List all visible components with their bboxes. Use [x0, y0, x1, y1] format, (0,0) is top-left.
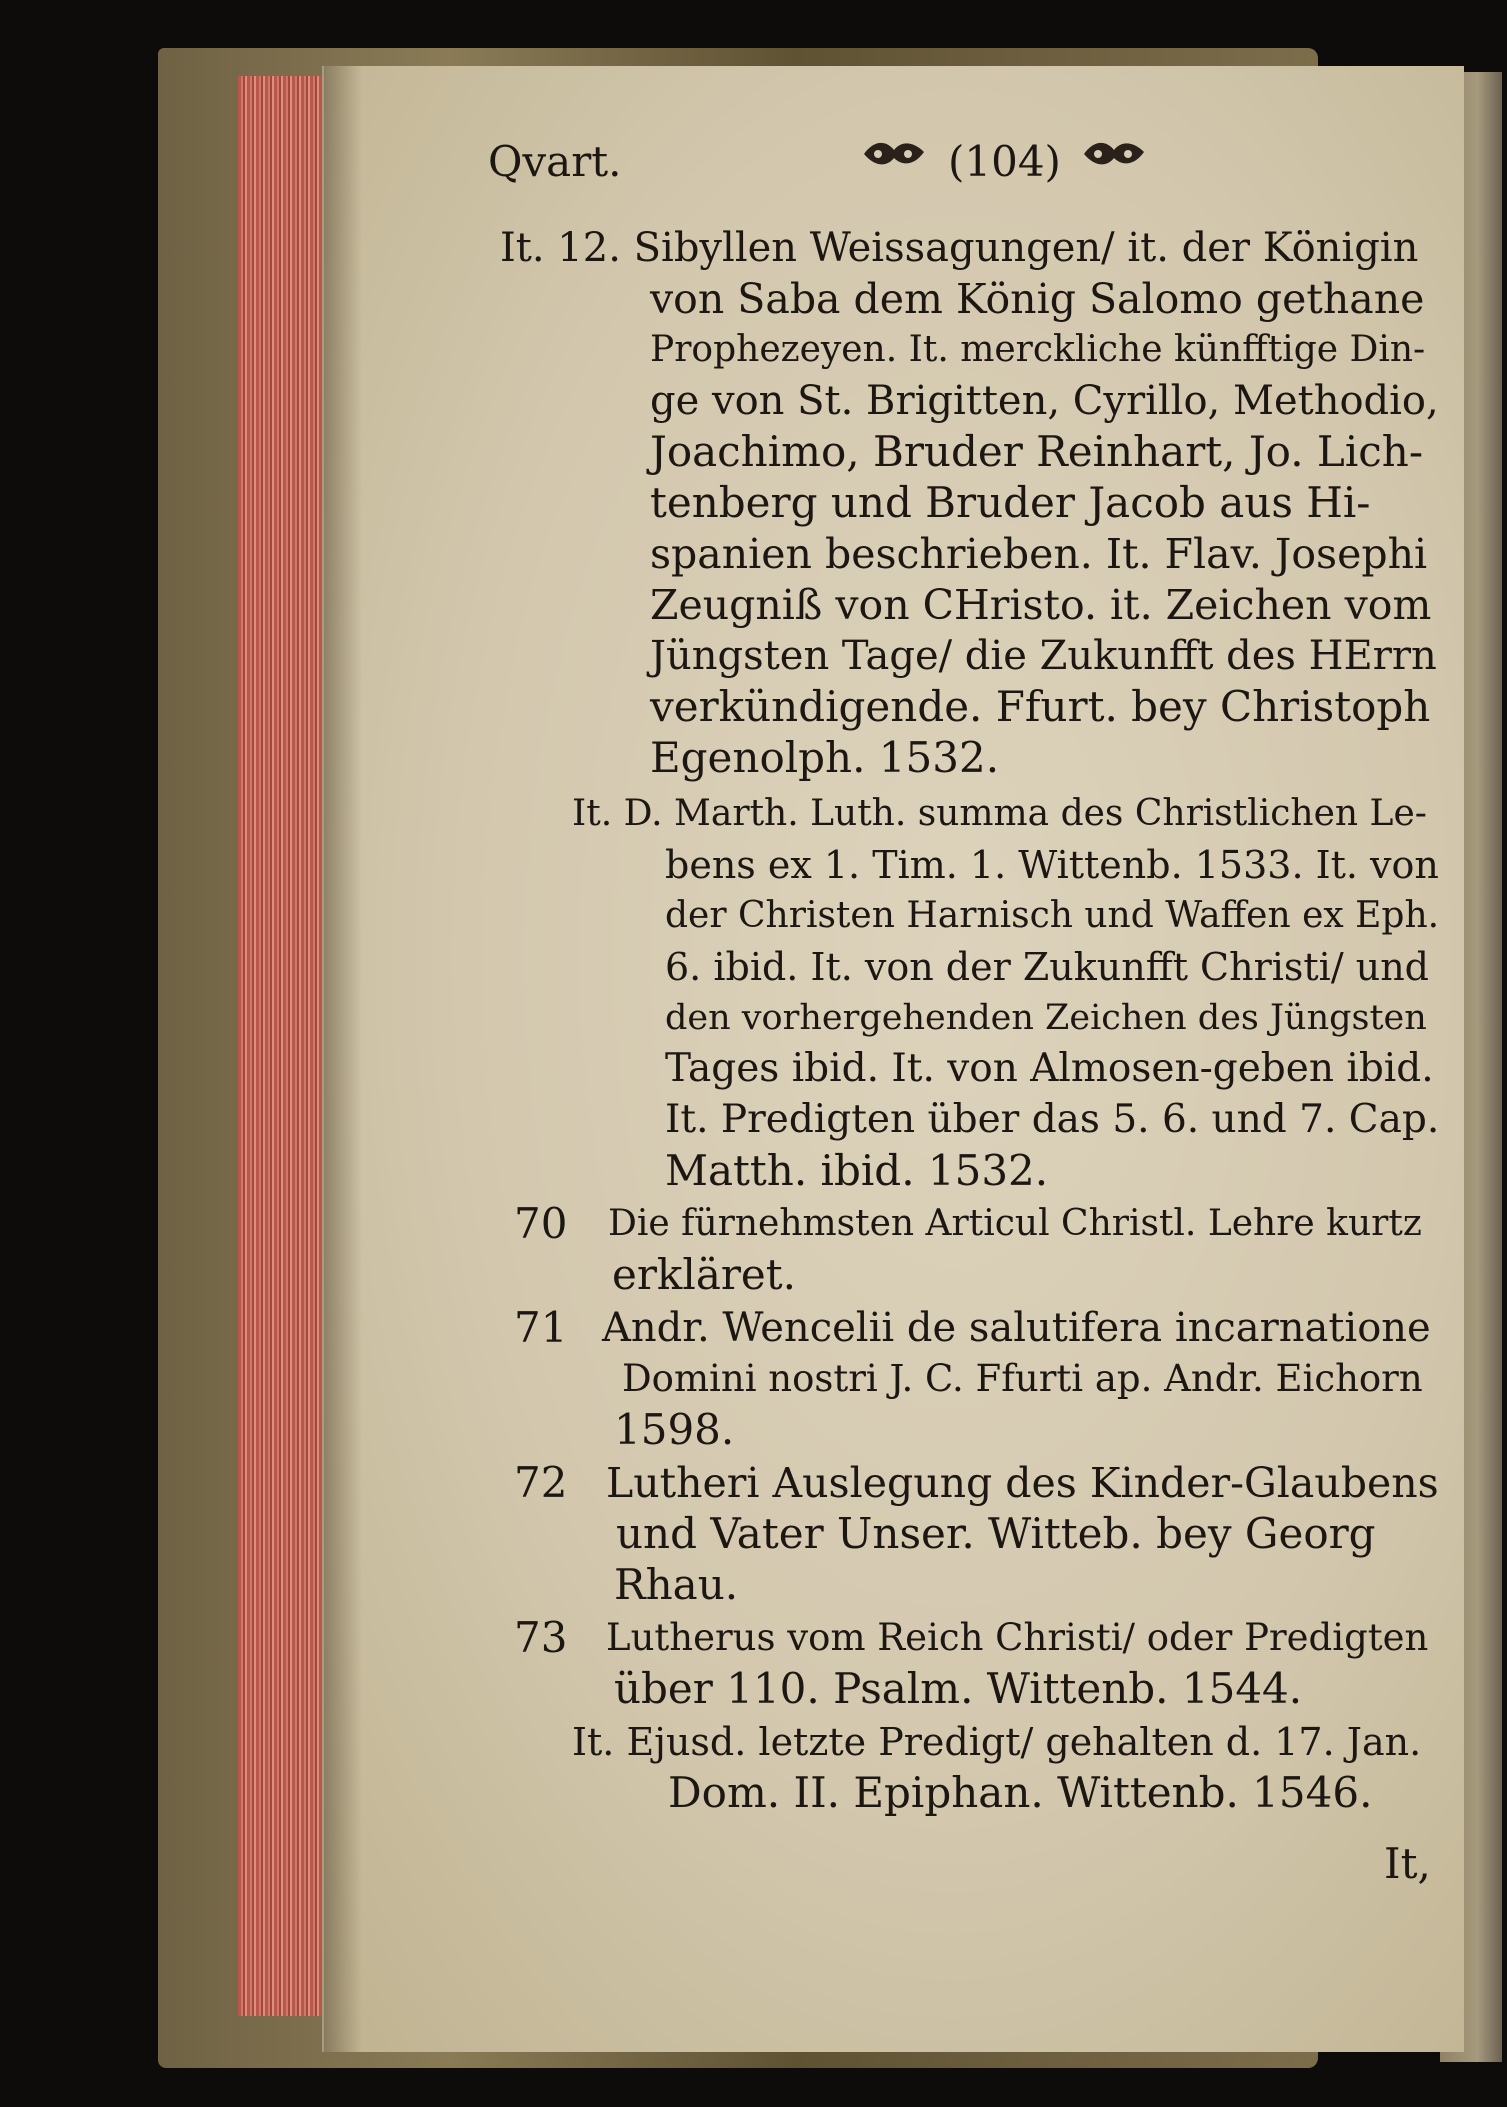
- entry-number: 70: [514, 1199, 568, 1248]
- entry-line: Prophezeyen. It. merckliche künfftige Din-: [650, 329, 1426, 370]
- entry-line: erkläret.: [612, 1250, 797, 1299]
- header-format: Qvart.: [488, 137, 622, 186]
- entry-line: Jüngsten Tage/ die Zukunfft des HErrn: [650, 633, 1437, 679]
- entry-line: bens ex 1. Tim. 1. Wittenb. 1533. It. von: [665, 843, 1439, 887]
- entry-line: Dom. II. Epiphan. Wittenb. 1546.: [668, 1768, 1373, 1817]
- entry-line: Domini nostri J. C. Ffurti ap. Andr. Eichorn: [622, 1357, 1423, 1400]
- entry-line: Lutherus vom Reich Christi/ oder Predigten: [606, 1616, 1429, 1659]
- entry-line: Joachimo, Bruder Reinhart, Jo. Lich-: [650, 427, 1424, 476]
- entry-number: 71: [514, 1303, 568, 1352]
- catchword: It,: [1384, 1839, 1431, 1888]
- entry-number: 72: [514, 1458, 568, 1507]
- entry-line: Rhau.: [614, 1560, 739, 1609]
- entry-line: spanien beschrieben. It. Flav. Josephi: [650, 530, 1428, 578]
- entry-line: Andr. Wencelii de salutifera incarnatione: [602, 1305, 1431, 1351]
- entry-line: Die fürnehmsten Articul Christl. Lehre kurtz: [608, 1203, 1422, 1244]
- entry-line: Tages ibid. It. von Almosen-geben ibid.: [665, 1046, 1434, 1091]
- entry-line: den vorhergehenden Zeichen des Jüngsten: [665, 998, 1427, 1038]
- page-number: (104): [948, 137, 1061, 186]
- entry-line: der Christen Harnisch und Waffen ex Eph.: [665, 895, 1440, 936]
- entry-line: Egenolph. 1532.: [650, 733, 1000, 782]
- entry-line: It. Predigten über das 5. 6. und 7. Cap.: [665, 1097, 1440, 1142]
- entry-line: ge von St. Brigitten, Cyrillo, Methodio,: [650, 378, 1439, 424]
- entry-line: Lutheri Auslegung des Kinder-Glaubens: [606, 1459, 1439, 1507]
- entry-line: über 110. Psalm. Wittenb. 1544.: [614, 1664, 1303, 1713]
- left-ornament-icon: [860, 136, 928, 172]
- right-ornament-icon: [1080, 136, 1148, 172]
- entry-line: Matth. ibid. 1532.: [665, 1146, 1049, 1195]
- entry-line: 1598.: [614, 1405, 735, 1454]
- entry-line: Zeugniß von CHristo. it. Zeichen vom: [650, 581, 1432, 629]
- entry-line: It. Ejusd. letzte Predigt/ gehalten d. 17. Jan.: [572, 1720, 1422, 1764]
- entry-line: verkündigende. Ffurt. bey Christoph: [650, 682, 1431, 731]
- entry-line: und Vater Unser. Witteb. bey Georg: [616, 1509, 1376, 1558]
- entry-line: tenberg und Bruder Jacob aus Hi-: [650, 478, 1371, 527]
- entry-line: 6. ibid. It. von der Zukunfft Christi/ und: [665, 945, 1429, 989]
- entry-line: It. D. Marth. Luth. summa des Christlichen Le-: [572, 793, 1427, 834]
- entry-number: 73: [514, 1613, 568, 1662]
- entry-line: It. 12. Sibyllen Weissagungen/ it. der Königin: [500, 225, 1419, 271]
- entry-line: von Saba dem König Salomo gethane: [650, 275, 1425, 323]
